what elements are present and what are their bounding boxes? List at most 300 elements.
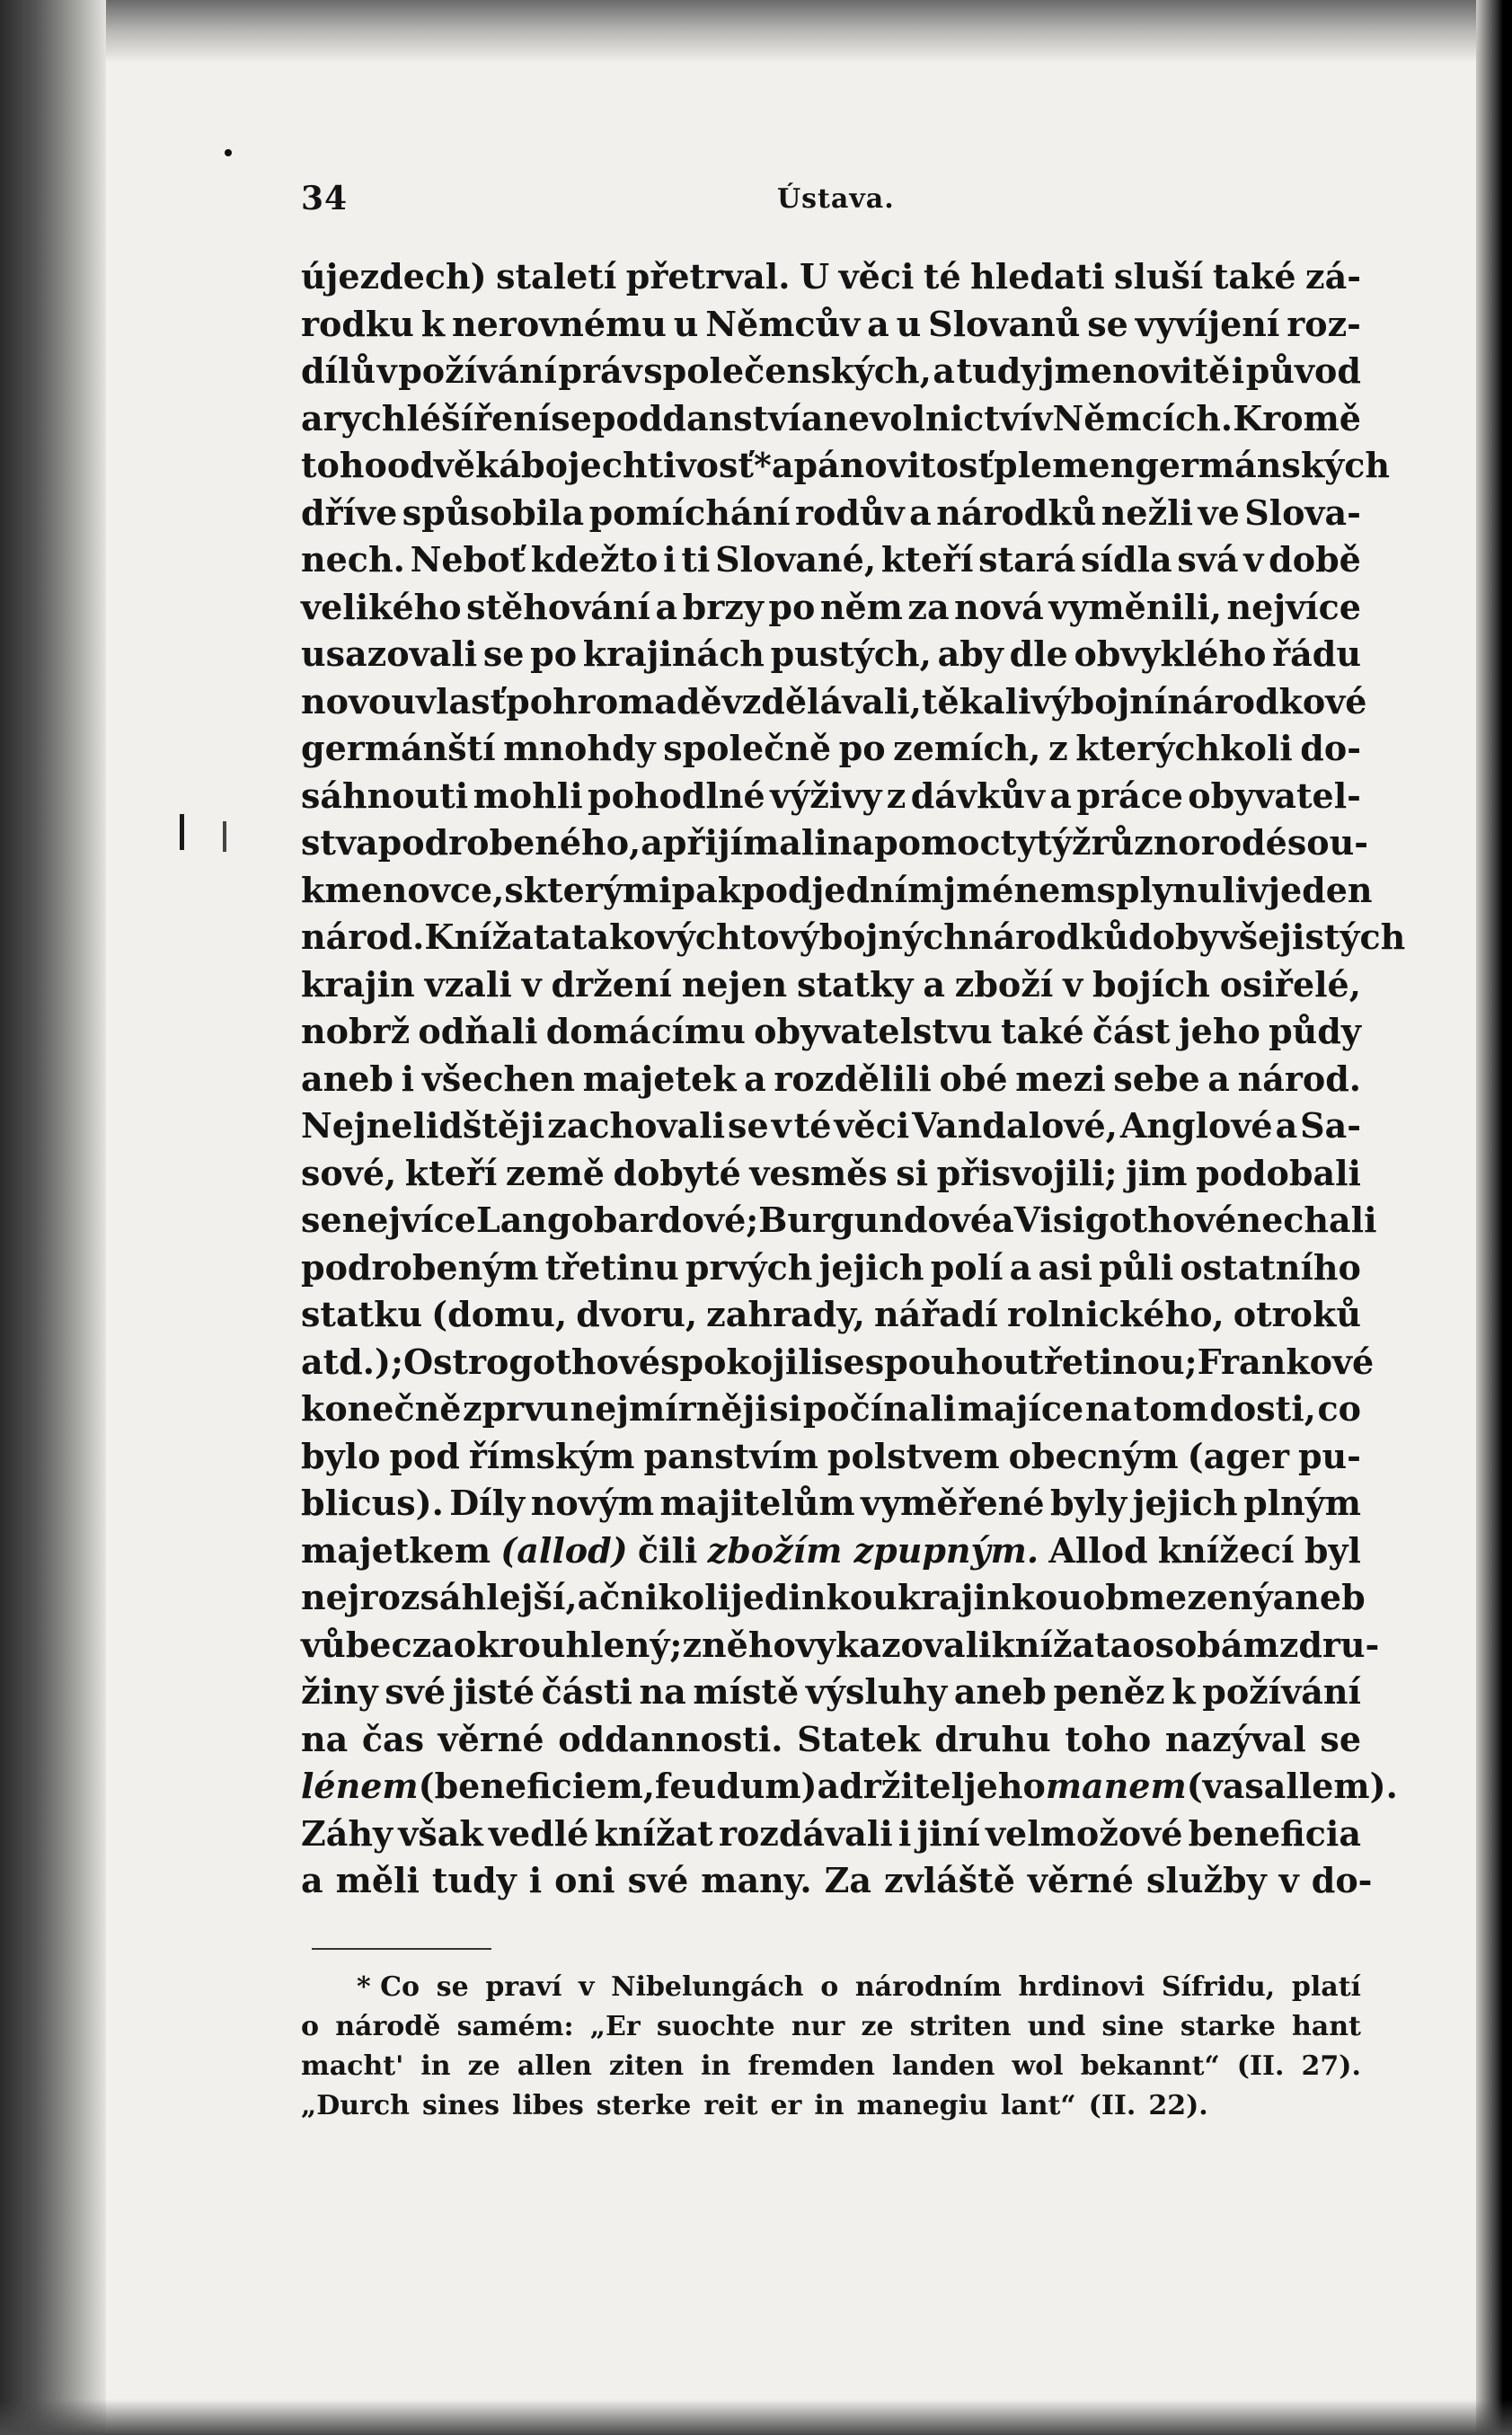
- word: hledati: [970, 256, 1105, 297]
- word: té: [793, 1105, 832, 1146]
- word: držení: [551, 963, 672, 1005]
- word: toho: [301, 445, 387, 485]
- text-line: [301, 773, 1361, 820]
- word: nejrozsáhlejší,: [301, 1577, 578, 1617]
- word: jisté: [452, 1671, 535, 1712]
- word: své: [385, 1671, 447, 1712]
- page-number: 34: [301, 180, 349, 217]
- word: (ager: [1187, 1435, 1290, 1476]
- word: v: [771, 1105, 791, 1146]
- word: výživy: [770, 775, 882, 816]
- text-line: [301, 301, 1361, 349]
- word: v: [1063, 963, 1083, 1005]
- word: (vasallem).: [1186, 1766, 1398, 1806]
- word: nevolnictví: [823, 397, 1033, 438]
- footnote-line: [301, 2047, 1361, 2086]
- word: Frankové: [1197, 1341, 1375, 1382]
- word: vzali: [424, 963, 512, 1005]
- word: majíce: [957, 1388, 1084, 1429]
- text-line: [301, 253, 1361, 301]
- word: třetinou;: [1028, 1341, 1198, 1382]
- word: Anglové: [1119, 1105, 1273, 1146]
- word: lénem: [301, 1766, 419, 1806]
- word: rozdávali: [718, 1812, 893, 1854]
- word: spůsobila: [402, 491, 585, 533]
- word: nerovnému: [452, 303, 667, 344]
- word: se: [824, 1341, 865, 1382]
- word: ve: [1198, 491, 1240, 533]
- word: po: [838, 728, 886, 768]
- word: dobyvše: [1128, 916, 1280, 957]
- word: podobali: [1196, 1152, 1361, 1193]
- word: in: [420, 2050, 451, 2082]
- word: suochte: [656, 2010, 775, 2042]
- word: pomoc: [874, 822, 1001, 863]
- word: peněz: [1053, 1671, 1165, 1712]
- word: bojích: [1092, 963, 1210, 1005]
- word: v: [376, 350, 397, 391]
- word: osiřelé,: [1219, 963, 1361, 1005]
- word: pod: [741, 869, 812, 910]
- word: a: [1009, 1246, 1032, 1288]
- word: také: [1212, 256, 1296, 297]
- word: a: [301, 397, 323, 438]
- word: do-: [1300, 728, 1361, 768]
- word: si: [769, 1388, 802, 1429]
- word: na: [639, 1671, 686, 1712]
- word: a: [992, 1200, 1014, 1240]
- word: i: [897, 1812, 912, 1854]
- word: dobyté: [613, 1152, 741, 1193]
- text-line: [301, 1574, 1366, 1622]
- word: se: [728, 1105, 769, 1146]
- word: jiní: [916, 1812, 980, 1854]
- word: dru-: [1298, 1624, 1380, 1665]
- text-line: [301, 1008, 1361, 1056]
- word: dílů: [301, 350, 376, 391]
- word: i: [528, 1860, 543, 1900]
- word: krajin: [301, 963, 415, 1005]
- margin-mark: [180, 814, 184, 850]
- text-line: [301, 348, 1361, 395]
- word: újezdech): [301, 256, 487, 297]
- word: kterými: [523, 869, 672, 910]
- word: nazýval: [1164, 1718, 1306, 1759]
- word: výsluhy: [805, 1671, 948, 1712]
- word: lant“: [1000, 2089, 1076, 2121]
- word: na: [827, 822, 875, 863]
- word: zaokrouhlený;: [411, 1624, 683, 1665]
- word: majetek: [582, 1058, 737, 1099]
- word: „Er: [589, 2010, 641, 2042]
- body-text: [301, 253, 1406, 1905]
- word: po: [768, 586, 816, 627]
- text-line: [301, 395, 1361, 443]
- text-line: [301, 961, 1361, 1009]
- footnote-line: [301, 1968, 1361, 2007]
- word: sine: [1101, 2010, 1164, 2042]
- word: v: [1032, 397, 1053, 438]
- running-head: [301, 180, 1361, 234]
- word: věrné: [438, 1718, 544, 1759]
- text-line: [301, 1480, 1361, 1527]
- word: majetkem: [301, 1529, 491, 1571]
- word: Za: [824, 1860, 872, 1900]
- word: třetinu: [544, 1246, 679, 1288]
- word: atd.);: [301, 1341, 403, 1382]
- scan-shadow-bottom: [0, 2399, 1512, 2435]
- scan-shadow-top: [0, 0, 1512, 63]
- text-line: [301, 867, 1373, 915]
- word: přisvojili;: [936, 1152, 1118, 1193]
- word: kteří: [880, 539, 974, 580]
- word: práce: [1076, 775, 1183, 816]
- word: přijímali: [662, 822, 827, 863]
- word: se: [301, 1200, 342, 1240]
- word: * Co: [357, 1970, 420, 2003]
- word: Záhy: [301, 1812, 393, 1854]
- word: dvoru,: [576, 1294, 698, 1334]
- word: kmenovce,: [301, 869, 505, 910]
- word: jeho: [963, 1766, 1046, 1806]
- word: část: [1092, 1011, 1171, 1051]
- word: a: [800, 397, 824, 438]
- word: a: [301, 1860, 323, 1900]
- word: jmenovitě: [1041, 350, 1231, 391]
- word: velikého: [301, 586, 462, 627]
- footnotes: [301, 1968, 1361, 2126]
- word: zboží: [954, 963, 1054, 1005]
- text-line: [301, 1857, 1373, 1905]
- footnote-line: [301, 2007, 1361, 2047]
- word: domácímu: [545, 1011, 746, 1051]
- word: plným: [1243, 1483, 1361, 1523]
- word: (beneficiem,: [418, 1766, 655, 1806]
- word: rychlé: [323, 397, 442, 438]
- text-line: [301, 1339, 1375, 1386]
- word: jménem: [943, 869, 1097, 910]
- text-line: [301, 1763, 1398, 1811]
- word: pohodlné: [588, 775, 765, 816]
- word: germánští: [301, 728, 496, 768]
- word: řádu: [1272, 633, 1361, 674]
- word: und: [1027, 2010, 1086, 2042]
- word: nejmírněji: [570, 1388, 768, 1429]
- word: něho: [702, 1624, 796, 1665]
- word: germánských: [1135, 445, 1390, 485]
- word: obyvatelstvu: [754, 1011, 993, 1051]
- word: rolnického,: [1006, 1294, 1225, 1334]
- word: také: [1000, 1011, 1084, 1051]
- word: se: [1320, 1718, 1361, 1759]
- word: polstvem: [827, 1435, 1000, 1476]
- word: sou-: [1287, 822, 1368, 863]
- word: Nejnelidštěji: [301, 1105, 545, 1146]
- word: pouhou: [884, 1341, 1029, 1382]
- word: pustých,: [770, 633, 932, 674]
- word: různorodé: [1091, 822, 1287, 863]
- word: práv: [558, 350, 642, 391]
- word: aneb: [953, 1671, 1047, 1712]
- word: na: [1084, 1388, 1133, 1429]
- word: reit: [703, 2089, 758, 2121]
- word: ze: [861, 2010, 894, 2042]
- text-line: [301, 725, 1361, 773]
- word: (allod): [500, 1529, 628, 1571]
- word: mnohdy: [503, 728, 656, 768]
- word: žiny: [301, 1671, 378, 1712]
- word: osobám: [1132, 1624, 1279, 1665]
- word: i: [663, 539, 676, 580]
- word: pohromadě: [506, 680, 722, 722]
- word: v: [1278, 1860, 1299, 1900]
- word: výbojní: [1030, 680, 1168, 722]
- word: Díly: [449, 1483, 526, 1523]
- word: many.: [701, 1860, 812, 1900]
- word: obecným: [1008, 1435, 1179, 1476]
- word: pak: [671, 869, 742, 910]
- word: obyvatel-: [1188, 775, 1361, 816]
- word: původ: [1245, 350, 1361, 391]
- word: striten: [909, 2010, 1012, 2042]
- word: z: [886, 775, 906, 816]
- word: Visigothové: [1013, 1200, 1237, 1240]
- word: však: [398, 1812, 483, 1854]
- word: konečně: [301, 1388, 462, 1429]
- word: římským: [468, 1435, 635, 1476]
- footnote-line: [301, 2086, 1361, 2126]
- word: byl: [1304, 1529, 1361, 1571]
- word: s: [504, 869, 524, 910]
- word: aneb: [1272, 1577, 1366, 1617]
- word: kteří: [404, 1152, 498, 1193]
- word: zemích,: [893, 728, 1041, 768]
- word: nech.: [301, 539, 405, 580]
- word: obvyklého: [1074, 633, 1267, 674]
- word: svá: [1177, 539, 1239, 580]
- word: nechali: [1236, 1200, 1377, 1240]
- word: za: [907, 586, 950, 627]
- word: nejen: [681, 963, 788, 1005]
- word: platí: [1291, 1970, 1361, 2003]
- word: beneficia: [1188, 1812, 1361, 1854]
- word: o: [820, 1970, 839, 2003]
- word: ti: [681, 539, 711, 580]
- word: byly: [1050, 1483, 1127, 1523]
- word: Langobardové;: [475, 1200, 759, 1240]
- word: tytýž: [1000, 822, 1092, 863]
- word: podrobeného,: [377, 822, 641, 863]
- word: Burgundové: [758, 1200, 993, 1240]
- word: nobrž: [301, 1011, 411, 1051]
- word: asi: [1038, 1246, 1092, 1288]
- word: dříve: [301, 491, 398, 533]
- text-line: [301, 1433, 1361, 1481]
- word: požívání: [1202, 1671, 1361, 1712]
- word: jedinkou: [729, 1577, 897, 1617]
- text-line: [301, 536, 1361, 584]
- running-title: Ústava.: [777, 183, 895, 215]
- word: kterýchkoli: [1075, 728, 1293, 768]
- word: čili: [637, 1529, 698, 1571]
- word: nur: [791, 2010, 845, 2042]
- word: a: [1207, 1058, 1230, 1099]
- word: a: [655, 586, 678, 627]
- word: novým: [530, 1483, 655, 1523]
- text-line: [301, 819, 1368, 867]
- word: stva: [301, 822, 378, 863]
- word: roz-: [1287, 303, 1361, 344]
- word: otroků: [1233, 1294, 1361, 1334]
- word: zvláště: [884, 1860, 1015, 1900]
- word: z: [1278, 1624, 1299, 1665]
- word: mezi: [1015, 1058, 1106, 1099]
- word: v: [1243, 539, 1264, 580]
- scan-shadow-right: [1476, 0, 1512, 2435]
- word: praví: [485, 1970, 562, 2003]
- word: pomíchání: [588, 491, 791, 533]
- scan-shadow-left: [0, 0, 106, 2435]
- word: u: [673, 303, 699, 344]
- word: zachovali: [547, 1105, 726, 1146]
- text-line: [301, 1150, 1361, 1198]
- word: knížat: [594, 1812, 713, 1854]
- word: poddanství: [591, 397, 801, 438]
- word: knížecí: [1157, 1529, 1295, 1571]
- word: držitel: [839, 1766, 964, 1806]
- word: národním: [854, 1970, 1002, 2003]
- word: nová: [954, 586, 1044, 627]
- word: blicus).: [301, 1483, 444, 1523]
- word: vůbec: [301, 1624, 412, 1665]
- text-line: [301, 631, 1361, 678]
- word: přetrval.: [625, 256, 791, 297]
- text-line: [301, 442, 1390, 490]
- word: (II.: [1236, 2050, 1285, 2082]
- word: krajinách: [582, 633, 765, 674]
- word: jejich: [818, 1246, 924, 1288]
- word: a: [1049, 775, 1073, 816]
- word: zá-: [1305, 256, 1361, 297]
- word: Slova-: [1244, 491, 1361, 533]
- word: tom: [1133, 1388, 1208, 1429]
- word: Němcův: [705, 303, 861, 344]
- word: oni: [554, 1860, 615, 1900]
- word: splynuli: [1096, 869, 1249, 910]
- word: kdežto: [530, 539, 659, 580]
- word: vyměřené: [861, 1483, 1045, 1523]
- word: takovýchto: [570, 916, 780, 957]
- word: době: [1269, 539, 1361, 580]
- word: ziten: [608, 2050, 685, 2082]
- word: všechen: [421, 1058, 575, 1099]
- word: dávkův: [910, 775, 1046, 816]
- word: panstvím: [643, 1435, 818, 1476]
- word: se: [551, 397, 592, 438]
- word: „Durch: [301, 2089, 410, 2121]
- word: co: [1317, 1388, 1361, 1429]
- word: podrobeným: [301, 1246, 539, 1288]
- word: a: [867, 303, 889, 344]
- word: a: [923, 963, 945, 1005]
- word: a: [641, 822, 663, 863]
- word: in: [701, 2050, 731, 2082]
- word: u: [896, 303, 922, 344]
- word: Kromě: [1233, 397, 1361, 438]
- word: vesměs: [749, 1152, 888, 1193]
- word: s: [864, 1341, 885, 1382]
- word: brzy: [682, 586, 764, 627]
- word: části: [541, 1671, 632, 1712]
- word: v: [1248, 869, 1269, 910]
- word: společenských,: [643, 350, 932, 391]
- word: z: [1048, 728, 1068, 768]
- word: knížata: [991, 1624, 1133, 1665]
- word: Ostrogothové: [402, 1341, 661, 1382]
- word: oddannosti.: [558, 1718, 783, 1759]
- word: národků: [936, 491, 1097, 533]
- word: výbojných: [779, 916, 968, 957]
- word: Nibelungách: [611, 1970, 804, 2003]
- word: vlasť: [416, 680, 507, 722]
- text-line: [301, 1102, 1361, 1150]
- word: vyměnili,: [1048, 586, 1223, 627]
- text-line: [301, 1386, 1361, 1433]
- word: o: [301, 2010, 320, 2042]
- word: druhu: [934, 1718, 1051, 1759]
- text-line: [301, 678, 1367, 726]
- word: si: [896, 1152, 929, 1193]
- word: bojechtivosť*: [521, 445, 772, 485]
- word: do-: [1311, 1860, 1373, 1900]
- word: 22).: [1148, 2089, 1208, 2121]
- text-line: [301, 1244, 1361, 1292]
- word: sluší: [1114, 256, 1204, 297]
- footnote-rule: [312, 1948, 491, 1950]
- word: po: [530, 633, 578, 674]
- word: a: [933, 350, 956, 391]
- word: manem: [1045, 1766, 1187, 1806]
- word: vedlé: [488, 1812, 589, 1854]
- word: hrdinovi: [1018, 1970, 1145, 2003]
- word: nářadí: [873, 1294, 998, 1334]
- word: jejich: [1132, 1483, 1238, 1523]
- text-line: [301, 1669, 1361, 1716]
- text-line: [301, 1622, 1380, 1669]
- text-line: [301, 1527, 1361, 1575]
- margin-mark: [223, 821, 226, 852]
- word: U: [799, 256, 830, 297]
- word: bekannt“: [1080, 2050, 1220, 2082]
- word: fremden: [747, 2050, 875, 2082]
- word: čas: [361, 1718, 424, 1759]
- word: nežli: [1101, 491, 1194, 533]
- word: národkové: [1167, 680, 1367, 722]
- word: národ.: [1237, 1058, 1361, 1099]
- word: hant: [1292, 2010, 1361, 2042]
- word: Knížata: [424, 916, 571, 957]
- word: allen: [517, 2050, 592, 2082]
- word: vzdělávali,: [721, 680, 922, 722]
- word: samém:: [456, 2010, 574, 2042]
- word: a: [771, 445, 794, 485]
- word: pánovitosť: [793, 445, 994, 485]
- text-line: [301, 584, 1361, 632]
- word: sebe: [1113, 1058, 1200, 1099]
- word: těkali: [921, 680, 1031, 722]
- word: spokojili: [660, 1341, 825, 1382]
- word: majitelům: [659, 1483, 855, 1523]
